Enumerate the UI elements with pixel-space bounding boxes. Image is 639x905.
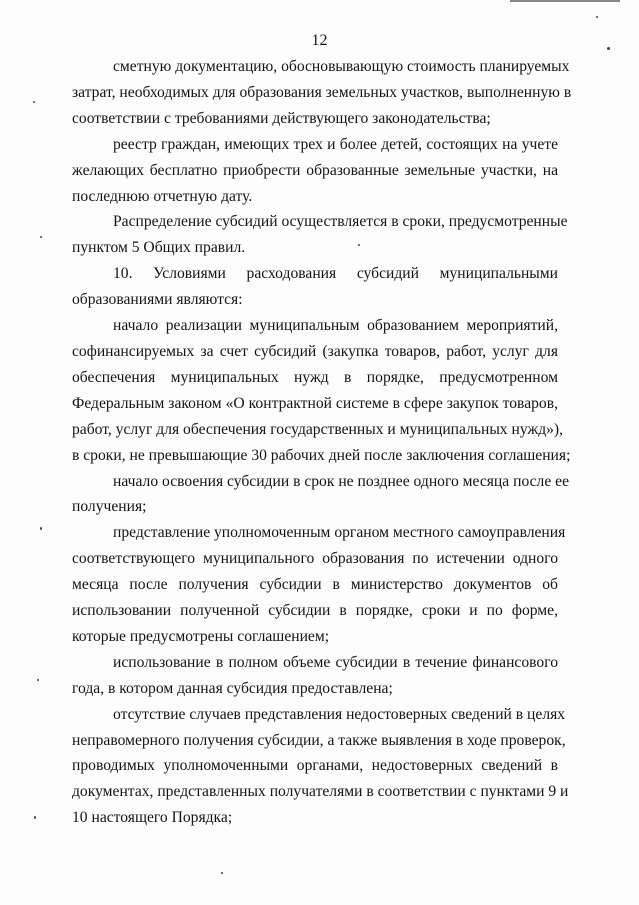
- text-line: затрат, необходимых для образования земельных участков, выполненную в: [72, 83, 572, 101]
- scan-speck: [34, 816, 36, 819]
- text-line: начало освоения субсидии в срок не позднее одного месяца после ее: [113, 472, 569, 490]
- paragraph: [72, 520, 566, 650]
- text-line: обеспечения муниципальных нужд в порядке, предусмотренном: [72, 368, 558, 386]
- paragraph: [72, 702, 569, 832]
- scan-edge-mark: [510, 0, 620, 2]
- text-line: использование в полном объеме субсидии в течение финансового: [113, 653, 558, 671]
- document-body: [72, 54, 572, 831]
- paragraph: [72, 209, 568, 261]
- paragraph: [72, 132, 558, 210]
- text-line: неправомерного получения субсидии, а также выявления в ходе проверок,: [72, 731, 566, 749]
- text-line: Распределение субсидий осуществляется в сроки, предусмотренные: [113, 213, 568, 231]
- text-line: софинансируемых за счет субсидий (закупка товаров, работ, услуг для: [72, 342, 558, 360]
- scan-speck: [358, 244, 360, 246]
- text-line: документах, представленных получателями в соответствии с пунктами 9 и: [72, 783, 569, 801]
- text-line: работ, услуг для обеспечения государственных и муниципальных нужд»),: [72, 420, 564, 438]
- text-line: в сроки, не превышающие 30 рабочих дней после заключения соглашения;: [72, 446, 571, 464]
- text-line: последнюю отчетную дату.: [72, 187, 253, 205]
- text-line: месяца после получения субсидии в министерство документов об: [72, 576, 558, 594]
- text-line: образованиями являются:: [72, 291, 243, 309]
- text-line: пунктом 5 Общих правил.: [72, 239, 246, 257]
- scan-speck: [221, 872, 223, 874]
- paragraph: [72, 469, 569, 521]
- text-line: 10 настоящего Порядка;: [72, 809, 233, 827]
- text-line: 10. Условиями расходования субсидий муниципальными: [113, 265, 558, 283]
- scan-speck: [33, 101, 35, 103]
- text-line: начало реализации муниципальным образованием мероприятий,: [113, 317, 558, 335]
- scan-speck: [596, 16, 598, 18]
- paragraph: [72, 261, 558, 313]
- text-line: получения;: [72, 498, 147, 516]
- text-line: отсутствие случаев представления недостоверных сведений в целях: [113, 705, 566, 723]
- paragraph: [72, 54, 572, 132]
- text-line: года, в котором данная субсидия предоставлена;: [72, 679, 393, 697]
- scan-speck: [40, 236, 42, 238]
- text-line: желающих бесплатно приобрести образованные земельные участки, на: [72, 161, 558, 179]
- text-line: проводимых уполномоченными органами, недостоверных сведений в: [72, 757, 558, 775]
- scan-speck: [37, 679, 39, 681]
- page-number: 12: [311, 32, 328, 49]
- scan-speck: [607, 47, 610, 50]
- text-line: реестр граждан, имеющих трех и более детей, состоящих на учете: [113, 135, 558, 153]
- text-line: соответствии с требованиями действующего законодательства;: [72, 109, 491, 127]
- scan-speck: [40, 527, 42, 530]
- text-line: использовании полученной субсидии в порядке, сроки и по форме,: [72, 602, 558, 620]
- text-line: сметную документацию, обосновывающую стоимость планируемых: [113, 58, 570, 75]
- text-line: Федеральным законом «О контрактной системе в сфере закупок товаров,: [72, 394, 558, 412]
- paragraph: [72, 650, 558, 702]
- text-line: которые предусмотрены соглашением;: [72, 627, 330, 645]
- paragraph: [72, 313, 571, 468]
- text-line: представление уполномоченным органом местного самоуправления: [113, 524, 566, 542]
- text-line: соответствующего муниципального образования по истечении одного: [72, 550, 558, 568]
